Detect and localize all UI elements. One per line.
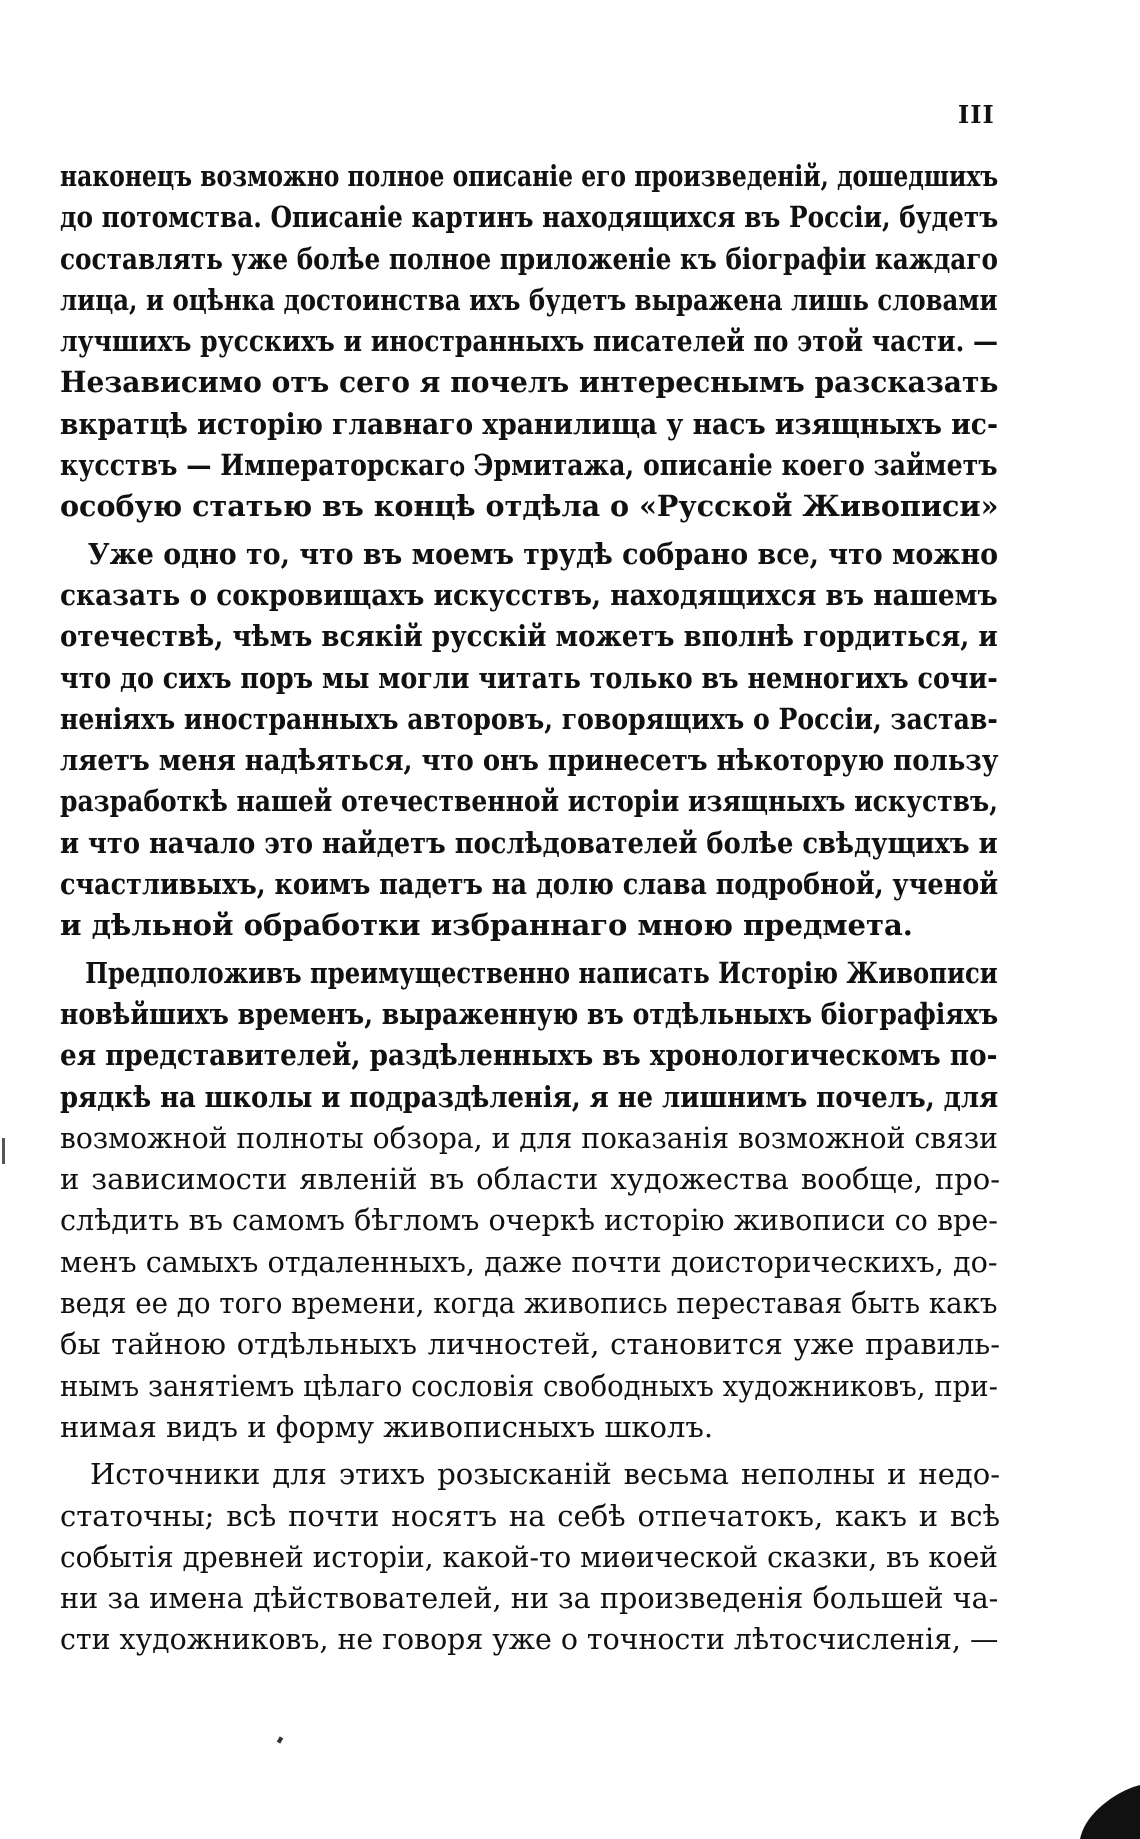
text-line: и что начало это найдетъ послѣдователей болѣе свѣдущихъ и xyxy=(60,825,998,860)
text-line: счастливыхъ, коимъ падетъ на долю слава подробной, ученой xyxy=(60,867,999,902)
text-line: разработкѣ нашей отечественной исторіи изящныхъ искуствъ, xyxy=(60,784,998,819)
corner-ink-blot xyxy=(1080,1781,1140,1839)
text-line: неніяхъ иностранныхъ авторовъ, говорящихъ о Россіи, застав- xyxy=(60,701,998,736)
text-line: слѣдить въ самомъ бѣгломъ очеркѣ исторію живописи со вре- xyxy=(60,1203,998,1238)
text-line: нимая видъ и форму живописныхъ школъ. xyxy=(60,1409,714,1444)
text-line: лица, и оцѣнка достоинства ихъ будетъ выражена лишь словами xyxy=(60,282,998,317)
text-line: сказать о сокровищахъ искусствъ, находящихся въ нашемъ xyxy=(60,577,998,612)
text-line: ляетъ меня надѣяться, что онъ принесетъ нѣкоторую пользу xyxy=(60,743,999,778)
text-line: бы тайною отдѣльныхъ личностей, становится уже правиль- xyxy=(60,1327,1000,1362)
text-line: нымъ занятіемъ цѣлаго сословія свободныхъ художниковъ, при- xyxy=(60,1368,998,1403)
text-line: Независимо отъ сего я почелъ интереснымъ разсказать xyxy=(60,365,999,400)
text-line: составлять уже болѣе полное приложеніе къ біографіи каждаго xyxy=(60,241,998,276)
text-line: ведя ее до того времени, когда живопись переставая быть какъ xyxy=(60,1286,998,1321)
text-line: что до сихъ поръ мы могли читать только въ немногихъ сочи- xyxy=(60,660,998,695)
text-line: Предположивъ преимущественно написать Исторію Живописи xyxy=(85,955,998,990)
text-line: ея представителей, раздѣленныхъ въ хронологическомъ по- xyxy=(60,1038,998,1073)
text-line: наконецъ возможно полное описаніе его произведеній, дошедшихъ xyxy=(60,159,999,193)
text-line: статочны; всѣ почти носятъ на себѣ отпечатокъ, какъ и всѣ xyxy=(60,1498,1000,1533)
margin-tick-mark xyxy=(2,1138,5,1164)
text-line: отечествѣ, чѣмъ всякій русскій можетъ вполнѣ гордиться, и xyxy=(60,619,998,654)
text-line: кусствъ — Императорскагѻ Эрмитажа, описаніе коего займетъ xyxy=(60,448,998,483)
text-line: особую статью въ концѣ отдѣла о «Русской Живописи» xyxy=(60,489,999,524)
text-line: лучшихъ русскихъ и иностранныхъ писателей по этой части. — xyxy=(60,324,998,359)
paragraph-2 xyxy=(60,534,1000,947)
paragraph-1 xyxy=(60,156,1000,528)
text-line: и дѣльной обработки избраннаго мною предмета. xyxy=(60,908,913,943)
stray-ink-mark xyxy=(277,1736,283,1743)
text-line: возможной полноты обзора, и для показанія возможной связи xyxy=(60,1120,998,1155)
text-line: Уже одно то, что въ моемъ трудѣ собрано все, что можно xyxy=(87,536,999,571)
text-line: Источники для этихъ розысканій весьма неполны и недо- xyxy=(90,1457,1000,1492)
body-text xyxy=(60,156,1000,1667)
paragraph-4 xyxy=(60,1454,1000,1660)
text-line: вкратцѣ исторію главнаго хранилища у насъ изящныхъ ис- xyxy=(60,406,998,441)
text-line: новѣйшихъ временъ, выраженную въ отдѣльныхъ біографіяхъ xyxy=(60,996,999,1031)
text-line: ни за имена дѣйствователей, ни за произведенія большей ча- xyxy=(60,1581,999,1616)
text-line: до потомства. Описаніе картинъ находящихся въ Россіи, будетъ xyxy=(60,200,999,235)
text-line: сти художниковъ, не говоря уже о точности лѣтосчисленія, — xyxy=(60,1622,999,1657)
text-line: событія древней исторіи, какой-то миѳической сказки, въ коей xyxy=(60,1539,998,1574)
text-line: менъ самыхъ отдаленныхъ, даже почти доисторическихъ, до- xyxy=(60,1244,998,1279)
text-line: рядкѣ на школы и подраздѣленія, я не лишнимъ почелъ, для xyxy=(60,1079,999,1114)
text-line: и зависимости явленій въ области художества вообще, про- xyxy=(60,1162,1000,1197)
page-number: III xyxy=(958,100,995,129)
paragraph-3 xyxy=(60,953,1000,1449)
